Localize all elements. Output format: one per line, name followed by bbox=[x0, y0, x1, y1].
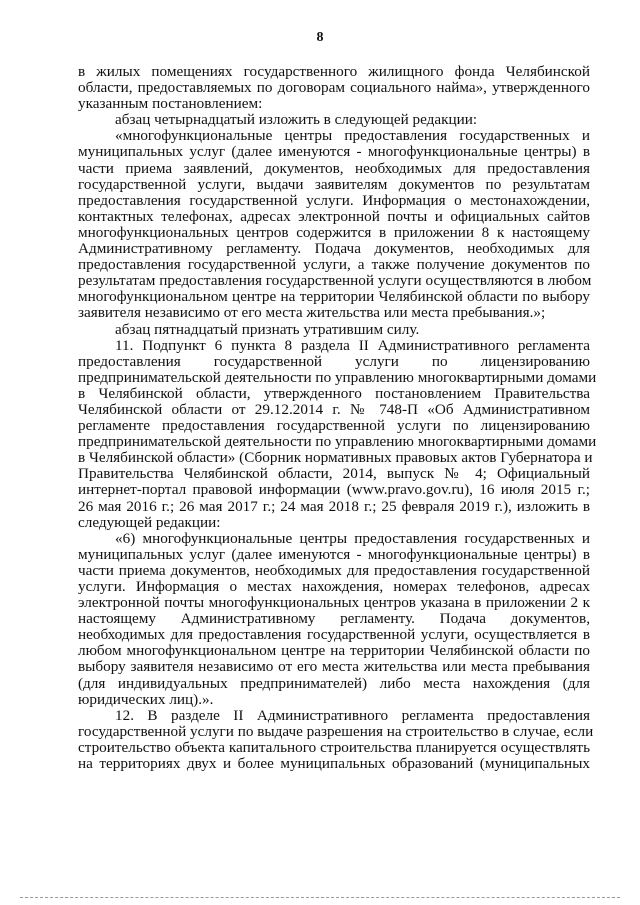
text-line: абзац пятнадцатый признать утратившим силу. bbox=[115, 320, 420, 338]
text-line: 26 мая 2016 г.; 26 мая 2017 г.; 24 мая 2018 г.; 25 февраля 2019 г.), изложить в bbox=[78, 497, 590, 515]
text-line: указанным постановлением: bbox=[78, 95, 263, 113]
text-line: интернет-портал правовой информации (www.pravo.gov.ru), 16 июля 2015 г.; bbox=[78, 481, 590, 499]
text-line: 12. В разделе II Административного регламента предоставления bbox=[115, 706, 590, 724]
text-line: Челябинской области от 29.12.2014 г. № 748-П «Об Административном bbox=[78, 400, 590, 418]
text-line: электронной почты многофункциональных центров указана в приложении 2 к bbox=[78, 594, 590, 612]
document-body bbox=[78, 63, 597, 773]
text-line: предоставления государственной услуги по лицензированию bbox=[78, 352, 590, 370]
text-line: в жилых помещениях государственного жилищного фонда Челябинской bbox=[78, 63, 590, 80]
text-line: государственной услуги по выдаче разрешения на строительство в случае, если bbox=[78, 722, 594, 740]
text-line: Правительства Челябинской области, 2014, выпуск № 4; Официальный bbox=[78, 465, 590, 483]
text-line: услуги. Информация о местах нахождения, номерах телефонов, адресах bbox=[78, 578, 590, 595]
text-line: строительство объекта капитального строительства планируется осуществлять bbox=[78, 738, 590, 756]
text-line: части приема документов, необходимых для предоставления государственной bbox=[78, 561, 590, 579]
text-line: (для индивидуальных предпринимателей) либо места нахождения (для bbox=[78, 674, 590, 692]
text-line: области, предоставляемых по договорам социального найма», утвержденного bbox=[78, 79, 590, 97]
text-line: результатам предоставления государственной услуги осуществляются в любом bbox=[78, 272, 592, 290]
text-line: предоставления государственной услуги. Информация о местонахождении, bbox=[78, 191, 590, 209]
text-line: Административному регламенту. Подача документов, необходимых для bbox=[78, 240, 590, 258]
text-line: многофункциональном центре на территории Челябинской области по выбору bbox=[78, 288, 590, 306]
text-line: предпринимательской деятельности по управлению многоквартирными домами bbox=[78, 368, 597, 386]
text-line: абзац четырнадцатый изложить в следующей редакции: bbox=[115, 111, 478, 129]
text-line: предоставления государственной услуги, а также получение документов по bbox=[78, 256, 590, 274]
text-line: на территориях двух и более муниципальных образований (муниципальных bbox=[78, 755, 590, 773]
text-line: контактных телефонах, адресах электронной почты и официальных сайтов bbox=[78, 207, 590, 225]
text-line: государственной услуги, выдачи заявителям документов по результатам bbox=[78, 175, 590, 193]
text-line: необходимых для предоставления государственной услуги, осуществляется в bbox=[78, 626, 590, 644]
text-line: «6) многофункциональные центры предоставления государственных и bbox=[115, 529, 590, 547]
text-line: «многофункциональные центры предоставления государственных и bbox=[115, 127, 590, 145]
text-line: части приема заявлений, документов, необходимых для предоставления bbox=[78, 159, 590, 177]
text-line: любом многофункциональном центре на территории Челябинской области по bbox=[78, 642, 590, 660]
text-line: настоящему Административному регламенту. Подача документов, bbox=[78, 610, 590, 628]
text-line: в Челябинской области» (Сборник нормативных правовых актов Губернатора и bbox=[78, 449, 593, 467]
text-line: следующей редакции: bbox=[78, 513, 221, 531]
text-line: предпринимательской деятельности по управлению многоквартирными домами bbox=[78, 433, 597, 451]
text-line: 11. Подпункт 6 пункта 8 раздела II Административного регламента bbox=[115, 336, 590, 354]
text-line: заявителя независимо от его места жительства или места пребывания.»; bbox=[78, 304, 546, 322]
text-line: муниципальных услуг (далее именуются - многофункциональные центры) в bbox=[78, 143, 590, 161]
page-number: 8 bbox=[316, 30, 324, 45]
text-line: юридических лиц).». bbox=[78, 690, 214, 708]
text-line: регламенте предоставления государственной услуги по лицензированию bbox=[78, 417, 590, 435]
scan-edge-line bbox=[20, 897, 620, 898]
text-line: муниципальных услуг (далее именуются - многофункциональные центры) в bbox=[78, 545, 590, 563]
text-line: многофункциональных центров содержится в приложении 8 к настоящему bbox=[78, 223, 590, 241]
text-line: выбору заявителя независимо от его места жительства или места пребывания bbox=[78, 658, 590, 676]
text-line: в Челябинской области, утвержденного постановлением Правительства bbox=[78, 384, 590, 402]
